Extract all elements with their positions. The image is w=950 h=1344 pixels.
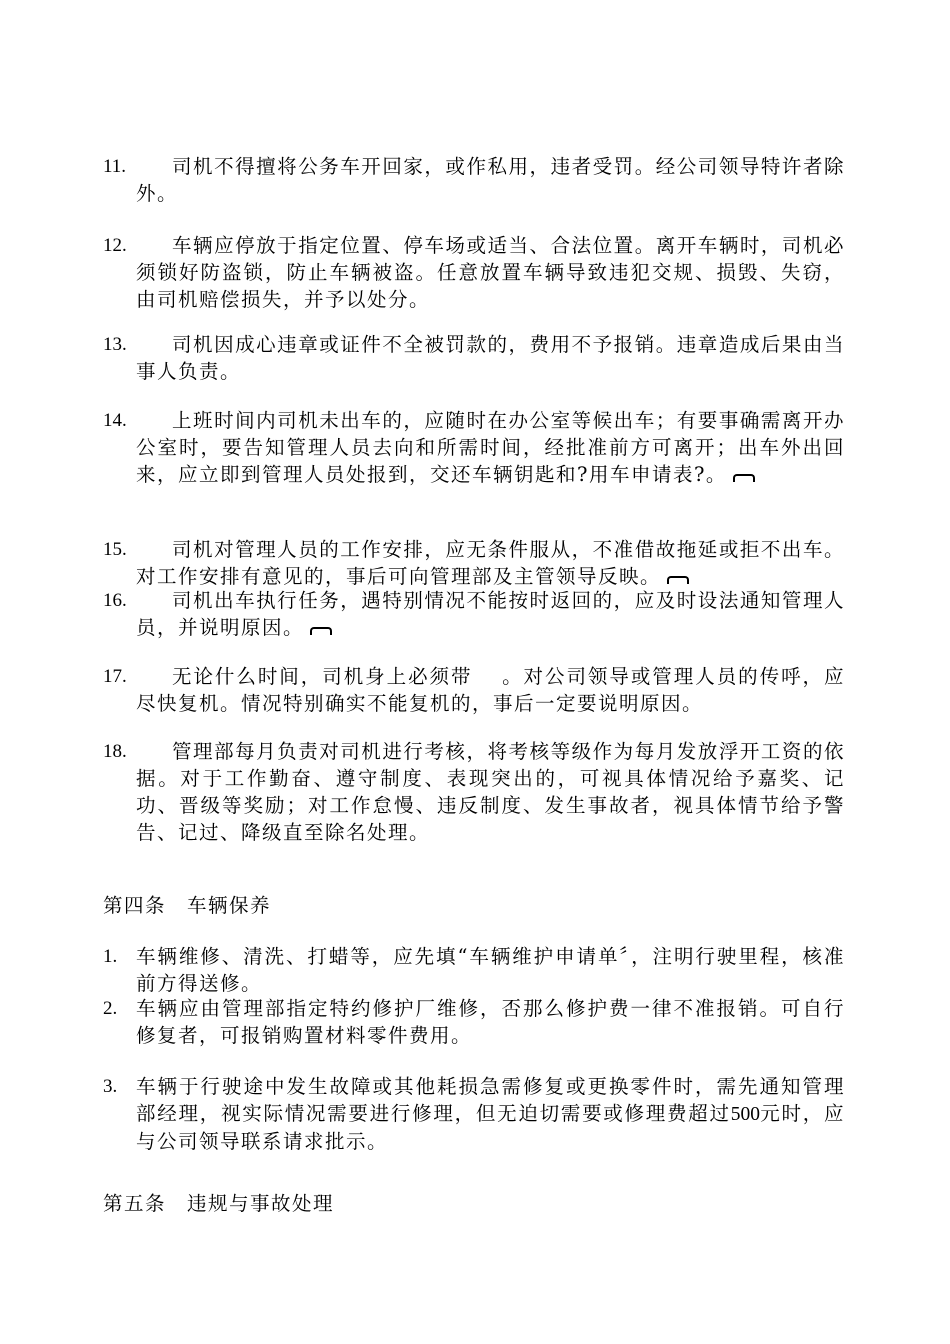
revision-mark-icon (667, 576, 689, 584)
item-text: 无论什么时间，司机身上必须带 。对公司领导或管理人员的传呼，应尽快复机。情况特别确实不能复机的，事后一定要说明原因。 (136, 665, 845, 715)
item-number: 16. (103, 590, 127, 611)
item-text: 司机不得擅将公务车开回家，或作私用，违者受罚。经公司领导特许者除外。 (136, 155, 845, 205)
item-text (136, 536, 845, 590)
item-text: 车辆应停放于指定位置、停车场或适当、合法位置。离开车辆时，司机必须锁好防盗锁，防止车辆被盗。任意放置车辆导致违犯交规、损毁、失窃，由司机赔偿损失，并予以处分。 (136, 234, 845, 311)
item-text-part: 元时，应与公司领导联系请求批示。 (136, 1102, 845, 1153)
item-number: 18. (103, 741, 127, 762)
item-text (136, 407, 845, 488)
revision-mark-icon (310, 627, 332, 635)
list-item (103, 1073, 845, 1155)
item-number: 13. (103, 334, 127, 355)
list-item (103, 663, 845, 717)
item-text-content: 上班时间内司机未出车的，应随时在办公室等候出车；有要事确需离开办公室时，要告知管理人员去向和所需时间，经批准前方可离开；出车外出回来，应立即到管理人员处报到，交还车辆钥匙和?用车申请表?。 (136, 409, 845, 486)
list-item (103, 153, 845, 207)
item-number: 2. (103, 998, 118, 1019)
item-number: 14. (103, 410, 127, 431)
list-item (103, 407, 845, 488)
item-text-content: 司机对管理人员的工作安排，应无条件服从，不准借故拖延或拒不出车。对工作安排有意见的，事后可向管理部及主管领导反映。 (136, 538, 845, 588)
item-text (136, 1073, 845, 1155)
section-heading: 第四条 车辆保养 (103, 894, 272, 917)
item-number: 12. (103, 235, 127, 256)
item-number: 15. (103, 539, 127, 560)
item-text-part: 车辆于行驶途中发生故障或其他耗损急需修复或更换零件时，需先通知管理部经理，视实际情况需要进行修理，但无迫切需要或修理费超过 (136, 1075, 845, 1125)
list-item (103, 943, 845, 997)
list-item (103, 331, 845, 385)
item-number: 1. (103, 946, 118, 967)
item-text: 车辆维修、清洗、打蜡等，应先填“车辆维护申请单〞，注明行驶里程，核准前方得送修。 (136, 945, 845, 995)
item-number: 17. (103, 666, 127, 687)
item-text-content: 司机出车执行任务，遇特别情况不能按时返回的，应及时设法通知管理人员，并说明原因。 (136, 589, 845, 639)
item-number: 11. (103, 156, 127, 177)
list-item (103, 536, 845, 590)
item-text (136, 587, 845, 641)
item-text: 车辆应由管理部指定特约修护厂维修，否那么修护费一律不准报销。可自行修复者，可报销购置材料零件费用。 (136, 997, 845, 1047)
section-heading: 第五条 违规与事故处理 (103, 1192, 335, 1215)
revision-mark-icon (733, 474, 755, 482)
item-text: 管理部每月负责对司机进行考核，将考核等级作为每月发放浮开工资的依据。对于工作勤奋、遵守制度、表现突出的，可视具体情况给予嘉奖、记功、晋级等奖励；对工作怠慢、违反制度、发生事故者，视具体情节给予警告、记过、降级直至除名处理。 (136, 740, 845, 844)
amount-value: 500 (730, 1104, 761, 1125)
list-item (103, 587, 845, 641)
list-item (103, 232, 845, 313)
list-item (103, 995, 845, 1049)
item-number: 3. (103, 1076, 118, 1097)
item-text: 司机因成心违章或证件不全被罚款的，费用不予报销。违章造成后果由当事人负责。 (136, 333, 845, 383)
list-item (103, 738, 845, 846)
